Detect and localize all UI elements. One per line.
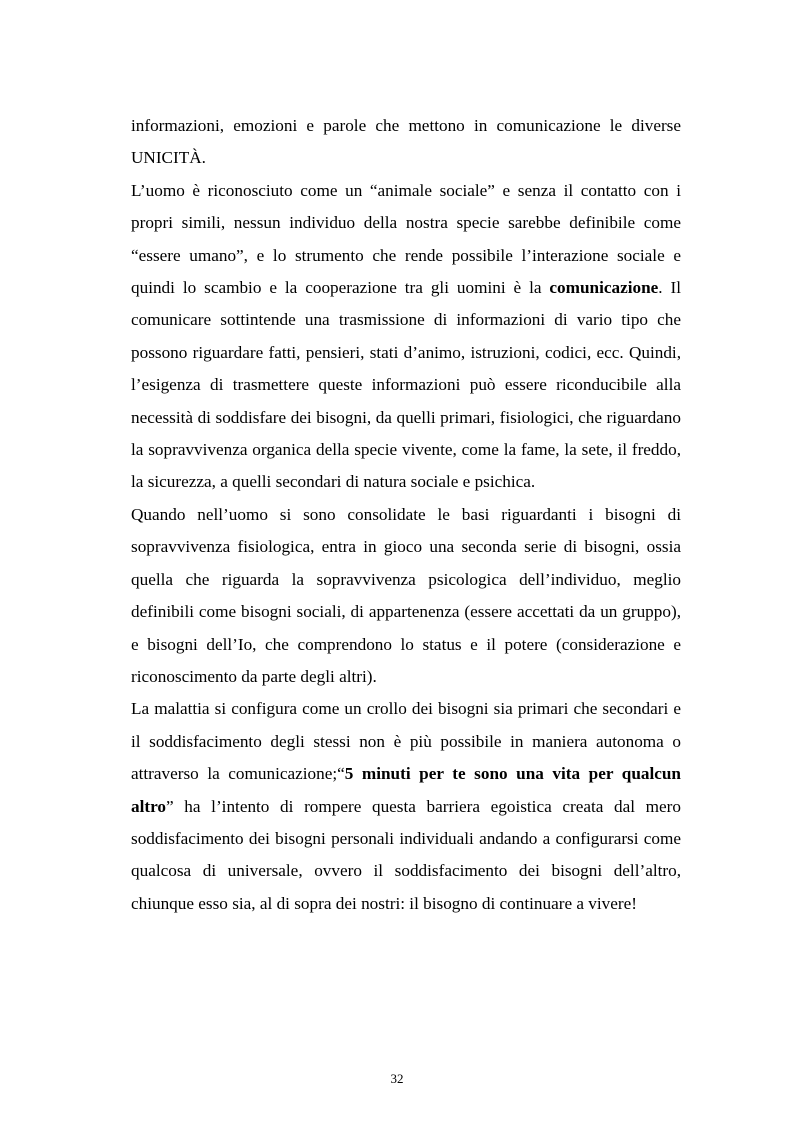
paragraph-text: ” ha l’intento di rompere questa barriera egoistica creata dal mero soddisfacimento dei bisogni personali individuali andando a configurarsi come qualcosa di universale, ovvero il soddisfacimento dei bisogni dell’altro, chiunque esso sia, al di sopra dei nostri: il bisogno di continuare a vivere! bbox=[131, 796, 681, 913]
paragraph-malattia bbox=[131, 693, 681, 920]
page-number: 32 bbox=[390, 1071, 404, 1086]
paragraph-bisogni bbox=[131, 499, 681, 693]
paragraph-text: L’uomo è riconosciuto come un “animale sociale” e senza il contatto con i propri simili, nessun individuo della nostra specie sarebbe definibile come “essere umano”, e lo strumento che rende possibile l’interazione sociale e quindi lo scambio e la cooperazione tra gli uomini è la bbox=[131, 180, 681, 298]
paragraph-text: La malattia si configura come un crollo dei bisogni sia primari che secondari e il soddisfacimento degli stessi non è più possibile in maniera autonoma o attraverso la comunicazione;“ bbox=[131, 699, 681, 784]
paragraph-unicita bbox=[131, 110, 681, 175]
paragraph-text: . Il comunicare sottintende una trasmissione di informazioni di vario tipo che possono riguardare fatti, pensieri, stati d’animo, istruzioni, codici, ecc. Quindi, l’esigenza di trasmettere queste informazioni può essere riconducibile alla necessità di soddisfare dei bisogni, da quelli primari, fisiologici, che riguardano la sopravvivenza organica della specie vivente, come la fame, la sete, il freddo, la sicurezza, a quelli secondari di natura sociale e psichica. bbox=[131, 278, 681, 492]
paragraph-text: informazioni, emozioni e parole che mettono in comunicazione le diverse UNICITÀ. bbox=[131, 116, 681, 168]
emphasis-comunicazione: comunicazione bbox=[549, 278, 659, 298]
emphasis-slogan: 5 minuti per te sono una vita per qualcun altro bbox=[131, 764, 681, 816]
paragraph-text: Quando nell’uomo si sono consolidate le basi riguardanti i bisogni di sopravvivenza fisiologica, entra in gioco una seconda serie di bisogni, ossia quella che riguarda la sopravvivenza psicologica dell’individuo, meglio definibili come bisogni sociali, di appartenenza (essere accettati da un gruppo), e bisogni dell’Io, che comprendono lo status e il potere (considerazione e riconoscimento da parte degli altri). bbox=[131, 504, 681, 686]
page-body bbox=[131, 110, 681, 920]
paragraph-animale-sociale bbox=[131, 175, 681, 499]
